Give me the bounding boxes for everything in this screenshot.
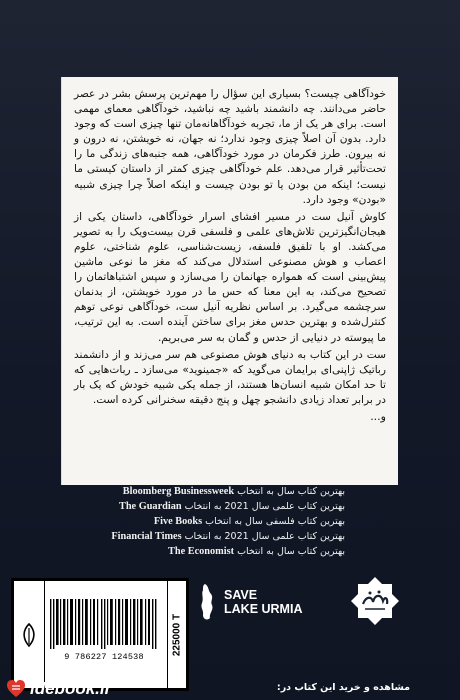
leaf-logo-icon: [19, 622, 39, 648]
award-item: [91, 529, 345, 544]
award-item: [91, 499, 345, 514]
price-strip: [167, 581, 186, 688]
award-prefix: بهترین کتاب علمی سال 2021 به انتخاب: [184, 501, 345, 512]
award-source: Bloomberg Businessweek: [122, 486, 235, 497]
save-lake-line2: LAKE URMIA: [224, 601, 303, 616]
award-source: The Guardian: [118, 501, 182, 512]
publisher-mark-strip: [14, 581, 45, 688]
barcode-box: [11, 578, 189, 691]
save-lake-urmia-badge: [196, 581, 326, 622]
isbn-barcode: [46, 589, 162, 675]
lake-urmia-map-icon: [196, 582, 218, 622]
award-source: The Economist: [167, 546, 235, 557]
description-ellipsis: و...: [370, 409, 386, 423]
barcode-bars-icon: [46, 599, 162, 649]
publisher-seal-icon: [346, 574, 404, 632]
award-item: [91, 484, 345, 499]
isbn-number: 9 786227 124538: [64, 652, 144, 662]
award-source: Financial Times: [111, 531, 182, 542]
publisher-logo: [346, 574, 404, 632]
save-lake-text: [224, 588, 302, 616]
awards-list: [91, 484, 345, 574]
award-prefix: بهترین کتاب علمی سال 2021 به انتخاب: [184, 531, 345, 542]
award-prefix: بهترین کتاب سال به انتخاب: [237, 486, 345, 497]
award-item: [91, 544, 345, 559]
watermark-tagline: مشاهده و خرید این کتاب در:: [276, 682, 410, 693]
award-prefix: بهترین کتاب فلسفی سال به انتخاب: [205, 516, 345, 527]
watermark-bar: [0, 676, 460, 700]
watermark-site[interactable]: idebook.ir: [30, 679, 112, 698]
save-lake-line1: SAVE: [224, 587, 258, 602]
price-label: 225000 T: [171, 613, 183, 656]
description-paragraph-1: خودآگاهی چیست؟ بسیاری این سؤال را مهم‌ترین پرسش بشر در عصر حاضر می‌دانند. چه دانشمند باشید چه نباشید، خودآگاهی معمای مهمی است. برای هر یک از ما، تجربه خودآگاهانه‌مان تنها چیزی است که وجود دارد. بدون آن اصلاً چیزی وجود ندارد؛ نه جهان، نه خویشتن، نه درون و نه بیرون. طرز فکرمان در مورد خودآگاهی، همه جنبه‌های زندگی ما را تحت‌تأثیر قرار می‌دهد. علم خودآگاهی چیزی کمتر از داستان کیستی ما نیست؛ اینکه من بودن یا تو بودن چیست و اینکه اصلاً چرا چیزی شبیه «بودن» وجود دارد.: [74, 88, 386, 206]
award-source: Five Books: [153, 516, 203, 527]
description-paragraph-3: ست در این کتاب به دنیای هوش مصنوعی هم سر می‌زند و از دانشمند رباتیک ژاپنی‌ای برایمان می‌گوید که «جمینوید» می‌سازد ـ ربات‌هایی که تا حد امکان شبیه انسان‌ها هستند، از جمله یکی شبیه خودش که یک بار در برابر تعداد زیادی دانشجو چهل و پنج دقیقه سخنرانی کرده است.: [74, 348, 386, 406]
heart-book-icon: [6, 679, 26, 699]
description-paragraph-2: کاوش آنیل ست در مسیر افشای اسرار خودآگاهی، داستان یکی از هیجان‌انگیزترین تلاش‌های علمی و فلسفی قرن بیست‌ویک را به تصویر می‌کشد. او با تلفیق فلسفه، زیست‌شناسی، علوم شناختی، علوم اعصاب و هوش مصنوعی استدلال می‌کند که مغز ما نوعی ماشین پیش‌بینی است که همواره جهانمان را می‌سازد و سپس اشتباهاتمان را تصحیح می‌کند، به این معنا که حس ما در مورد خویشتن، از بدنمان سرچشمه می‌گیرد. بر اساس نظریه آنیل ست، خودآگاهی نوعی توهم کنترل‌شده و بهترین حدس مغز برای ساختن آینده است. به این ترتیب، ما پیوسته در دنیایی از حدس و گمان به سر می‌بریم.: [74, 210, 386, 344]
watermark-logo: [6, 678, 111, 700]
award-prefix: بهترین کتاب سال به انتخاب: [237, 546, 345, 557]
award-item: [91, 514, 345, 529]
description-panel: [61, 77, 398, 485]
